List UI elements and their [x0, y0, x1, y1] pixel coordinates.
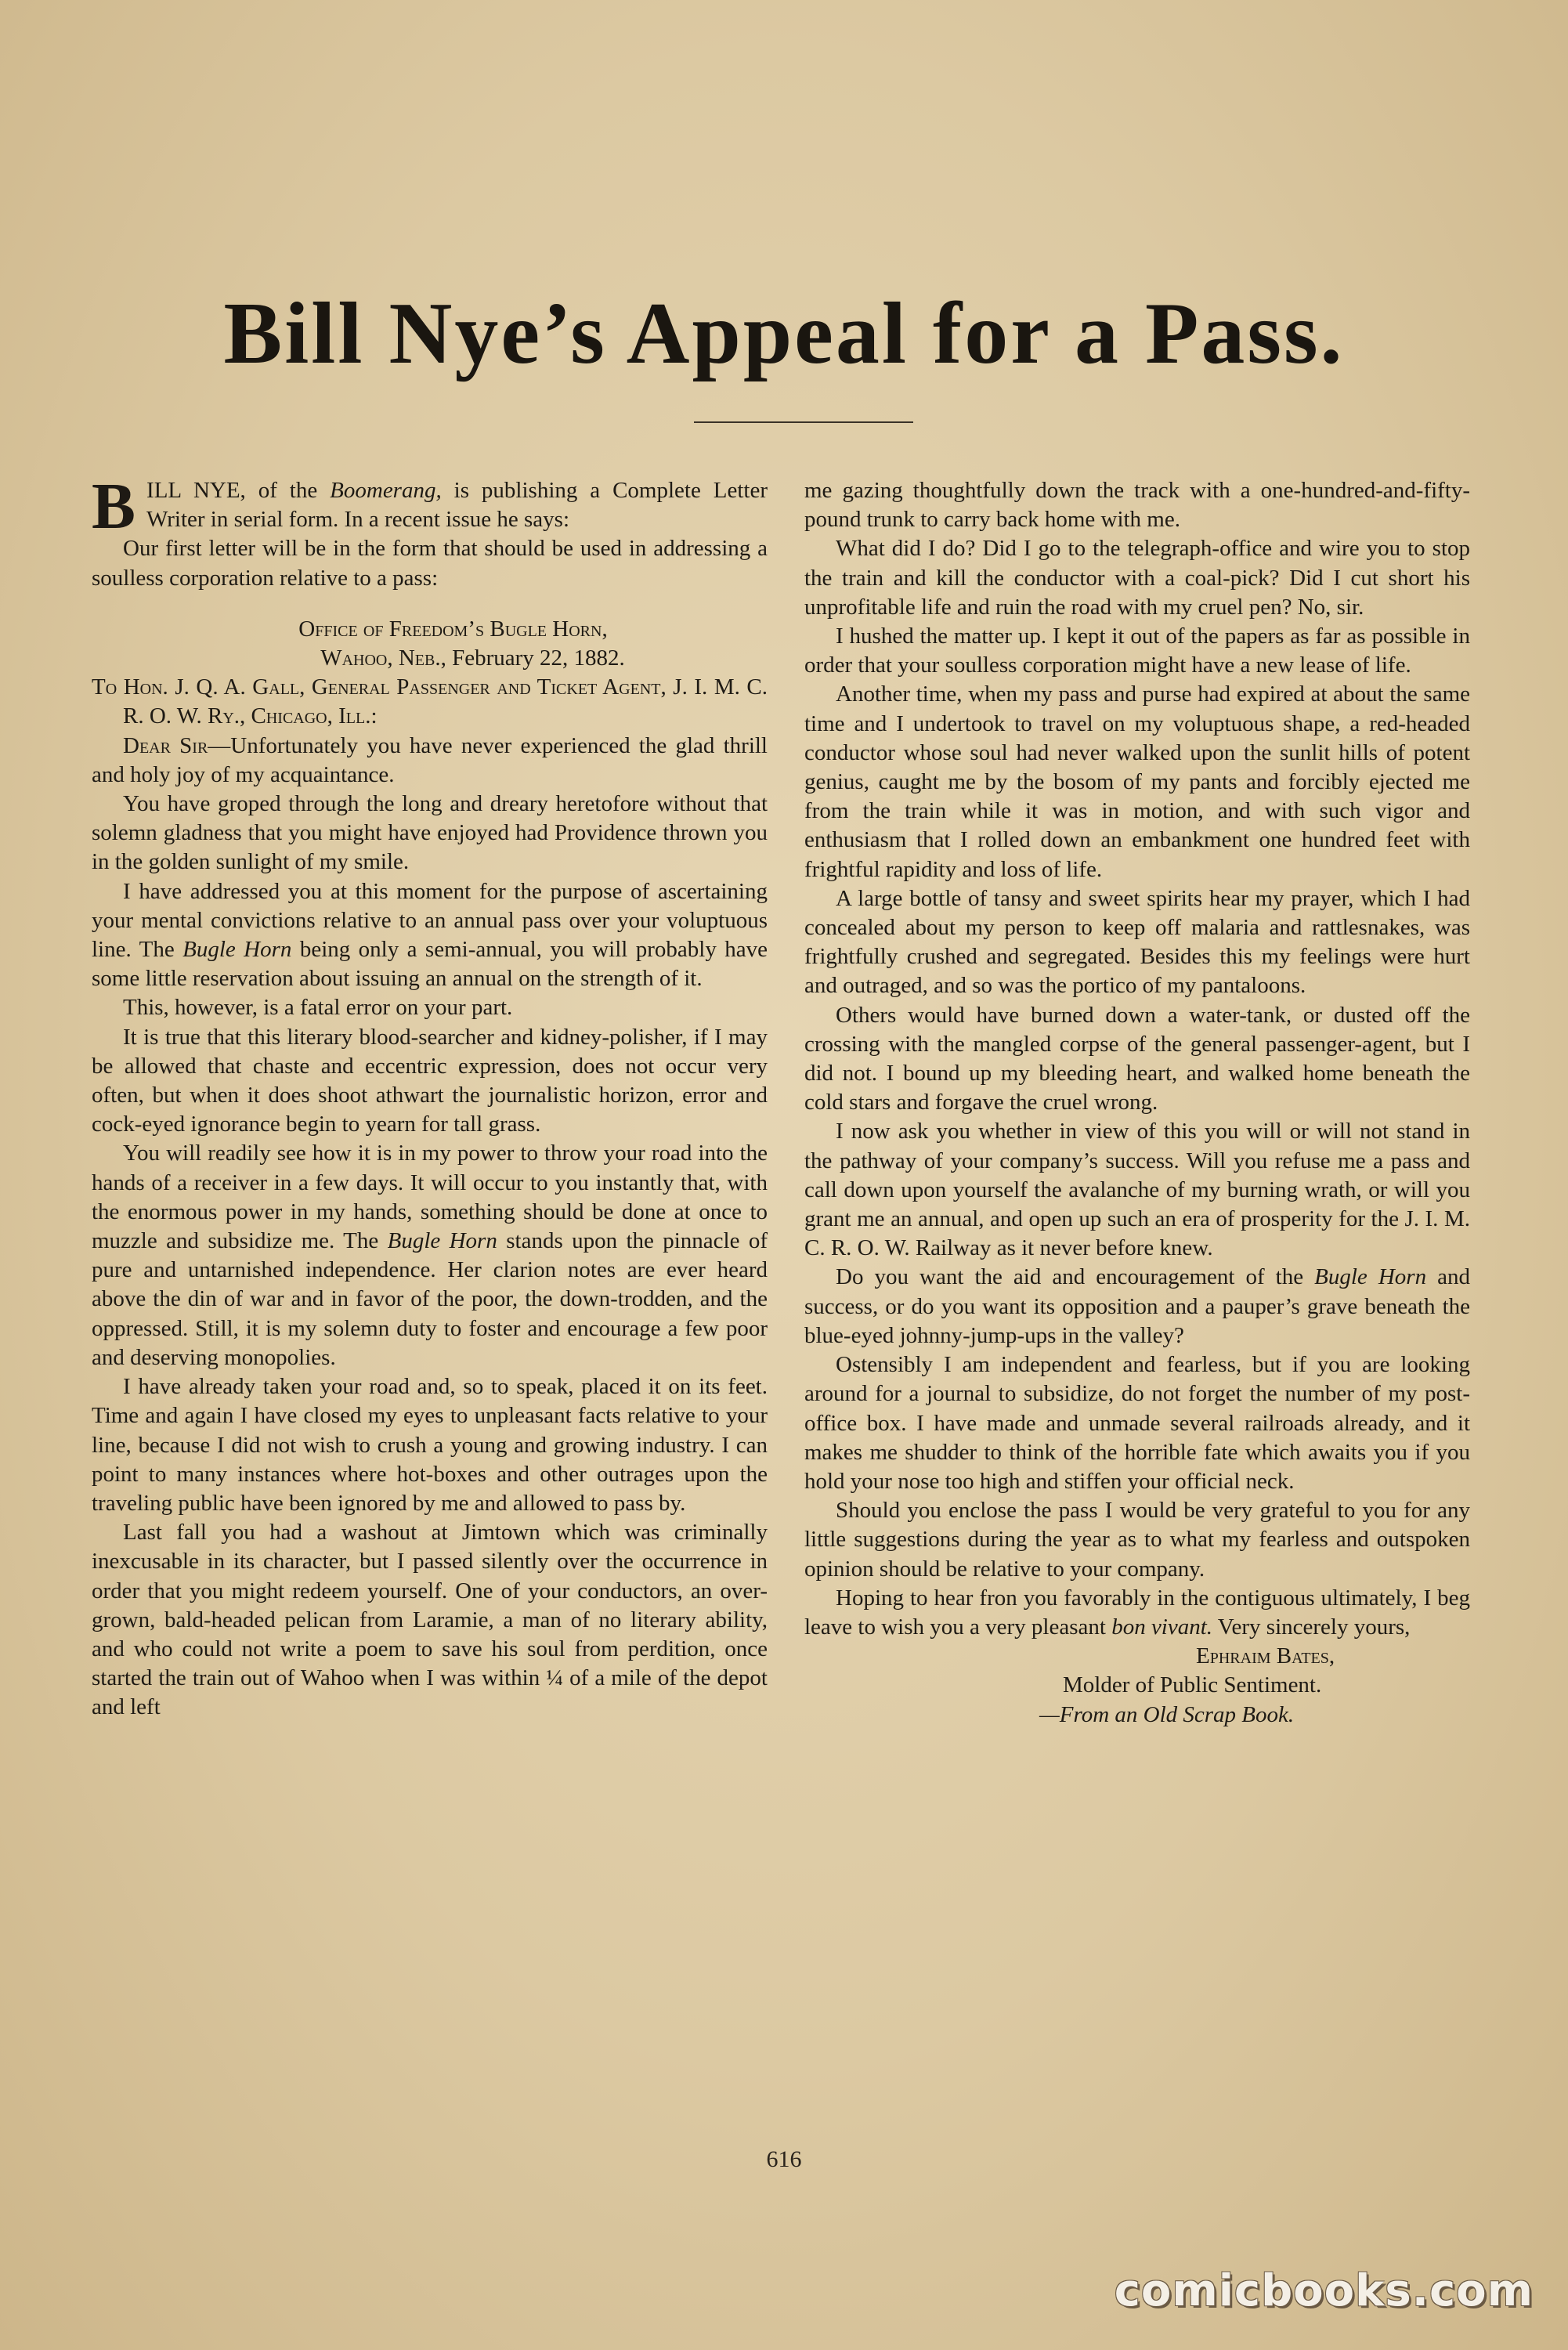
text: I have addressed you at this moment for the purpose of ascertaining your mental convictions relative to an annual pass over your voluptuous line. The: [92, 878, 768, 963]
paragraph: I have already taken your road and, so to speak, placed it on its feet. Time and again I have closed my eyes to unpleasant facts relative to your line, because I did not wish to crush a young and growing industry. I can point to many instances where hot-boxes and other outrages upon the traveling public have been ignored by me and allowed to pass by.: [92, 1374, 768, 1516]
paragraph: A large bottle of tansy and sweet spirits hear my prayer, which I had concealed about my person to keep off malaria and rattlesnakes, was frightfully crushed and segregated. Besides this my feelings were hurt and outraged, and so was the portico of my pantaloons.: [804, 885, 1470, 999]
drop-cap: B: [92, 470, 136, 543]
text: being only a semi-annual, you will probably have some little reservation about issuing an annual on the strength of it.: [92, 937, 768, 992]
letterhead-date: February 22, 1882.: [446, 645, 625, 671]
letterhead-line2: [92, 644, 768, 673]
paragraph: Others would have burned down a water-tank, or dusted off the crossing with the mangled corpse of the general passenger-agent, but I did not. I bound up my bleeding heart, and walked home beneath the cold stars and forgave the cruel wrong.: [804, 1002, 1470, 1115]
intro-paragraph: [92, 470, 768, 543]
paragraph: I hushed the matter up. I kept it out of the papers as far as possible in order that your soulless corporation might have a new lease of life.: [804, 624, 1470, 678]
text: You will readily see how it is in my power to throw your road into the hands of a receiver in a few days. It will occur to you instantly that, with the enormous power in my hands, something should be done at once to muzzle and subsidize me. The: [92, 1141, 768, 1254]
paragraph: [804, 1584, 1470, 1642]
salutation-text: —Unfortunately you have never experienced the glad thrill and holy joy of my acquaintance.: [92, 732, 768, 787]
paragraph: Last fall you had a washout at Jimtown which was criminally inexcusable in its character, but I passed silently over the occurrence in order that you might redeem yourself. One of your conductors, an over-grown, bald-headed pelican from Laramie, a man of no literary ability, and who could not write a poem to save his soul from perdition, once started the train out of Wahoo when I was within ¼ of a mile of the depot and left: [92, 1520, 768, 1720]
letterhead-line1: [92, 615, 768, 644]
salutation-paragraph: [92, 732, 768, 790]
intro-text: ILL NYE, of the: [146, 478, 331, 503]
source-credit-text: —From an Old Scrap Book.: [1039, 1701, 1295, 1727]
page-number: 616: [766, 2146, 802, 2172]
left-column: [92, 470, 768, 1723]
intro-rest: is publishing a Complete Letter Writer in serial form. In a recent issue he says:: [146, 478, 768, 533]
signature-title: Molder of Public Sentiment.: [1063, 1672, 1322, 1698]
text: Hoping to hear fron you favorably in the contiguous ultimately, I beg leave to wish you a very pleasant: [804, 1585, 1470, 1640]
paragraph: This, however, is a fatal error on your part.: [123, 995, 513, 1021]
paragraph: It is true that this literary blood-searcher and kidney-polisher, if I may be allowed that chaste and eccentric expression, does not occur very often, but when it does shoot athwart the journalistic horizon, error and cock-eyed ignorance begin to yearn for tall grass.: [92, 1024, 768, 1137]
text: Do you want the aid and encouragement of the: [836, 1264, 1315, 1290]
lead-in-paragraph: Our first letter will be in the form that should be used in addressing a soulless corporation relative to a pass:: [92, 536, 768, 591]
paragraph: Ostensibly I am independent and fearless, but if you are looking around for a journal to subsidize, do not forget the number of my post-office box. I have made and unmade several railroads already, and it makes me shudder to think of the horrible fate which awaits you if you hold your nose too high and stiffen your official neck.: [804, 1352, 1470, 1494]
paragraph: I now ask you whether in view of this you will or will not stand in the pathway of your company’s success. Will you refuse me a pass and call down upon yourself the avalanche of my burning wrath, or will you grant me an annual, and open up such an era of prosperity for the J. I. M. C. R. O. W. Railway as it never before knew.: [804, 1119, 1470, 1261]
signature-name: [804, 1642, 1470, 1671]
italic-text: Bugle Horn: [1314, 1264, 1427, 1290]
intro-italic: Boomerang,: [330, 478, 442, 503]
paragraph: Another time, when my pass and purse had expired at about the same time and I undertook to travel on my voluptuous shape, a red-headed conductor whose soul had never walked upon the sunlit hills of potent genius, caught me by the bosom of my pants and forcibly ejected me from the train while it was in motion, and with such vigor and enthusiasm that I rolled down an embankment one hundred feet with frightful rapidity and loss of life.: [804, 682, 1470, 882]
signature-name-text: Ephraim Bates,: [1196, 1643, 1335, 1669]
paragraph: What did I do? Did I go to the telegraph-office and wire you to stop the train and kill the conductor with a coal-pick? Did I cut short his unprofitable life and ruin the road with my cruel pen? No, sir.: [804, 536, 1470, 620]
right-column: [804, 476, 1470, 1730]
watermark: comicbooks.com: [1114, 2265, 1534, 2316]
italic-text: Bugle Horn: [182, 937, 292, 963]
paragraph: You have groped through the long and dreary heretofore without that solemn gladness that you might have enjoyed had Providence thrown you in the golden sunlight of my smile.: [92, 791, 768, 875]
letterhead-office: Office of Freedom’s Bugle Horn,: [298, 616, 608, 642]
article-title: Bill Nye’s Appeal for a Pass.: [223, 285, 1345, 382]
italic-text: Bugle Horn: [387, 1228, 497, 1254]
title-rule: [694, 421, 913, 423]
text: and success, or do you want its opposition and a pauper’s grave beneath the blue-eyed johnny-jump-ups in the valley?: [804, 1264, 1470, 1348]
paragraph: [92, 877, 768, 994]
text: Very sincerely yours,: [1212, 1614, 1411, 1640]
paragraph: Should you enclose the pass I would be very grateful to you for any little suggestions during the year as to what my fearless and outspoken opinion should be relative to your company.: [804, 1498, 1470, 1582]
paragraph: [92, 1139, 768, 1372]
italic-text: bon vivant.: [1111, 1614, 1213, 1640]
letterhead-place: Wahoo, Neb.,: [320, 645, 446, 671]
paragraph: me gazing thoughtfully down the track with a one-hundred-and-fifty-pound trunk to carry back home with me.: [804, 478, 1470, 533]
addressee: To Hon. J. Q. A. Gall, General Passenger and Ticket Agent, J. I. M. C. R. O. W. Ry., Chicago, Ill.:: [92, 674, 768, 729]
paragraph: [804, 1263, 1470, 1350]
salutation-label: Dear Sir: [123, 732, 208, 758]
source-credit: [804, 1701, 1470, 1730]
text: stands upon the pinnacle of pure and untarnished independence. Her clarion notes are ever heard above the din of war and in favor of the poor, the down-trodden, and the oppressed. Still, it is my solemn duty to foster and encourage a few poor and deserving monopolies.: [92, 1228, 768, 1370]
